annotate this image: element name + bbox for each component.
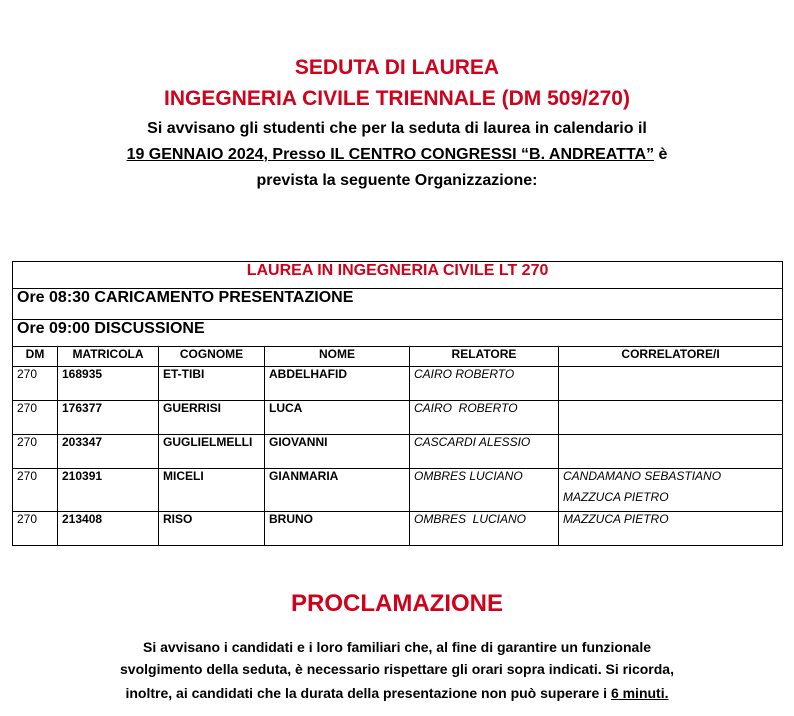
cell-correlatori: [559, 367, 783, 401]
cell-dm: 270: [13, 512, 58, 546]
correlatore-name: MAZZUCA PIETRO: [563, 512, 669, 526]
cell-nome: GIOVANNI: [265, 435, 410, 469]
note-line-3-text: inoltre, ai candidati che la durata della presentazione non può superare i: [125, 685, 611, 701]
table-header-row: [13, 347, 783, 367]
cell-correlatori: [559, 469, 783, 512]
column-header-matricola: MATRICOLA: [58, 347, 159, 367]
cell-matricola: 210391: [58, 469, 159, 512]
cell-matricola: 168935: [58, 367, 159, 401]
intro-date-location: 19 GENNAIO 2024, Presso IL CENTRO CONGRESSI “B. ANDREATTA”: [126, 146, 655, 163]
cell-relatore: CASCARDI ALESSIO: [410, 435, 559, 469]
cell-relatore: CAIRO ROBERTO: [410, 367, 559, 401]
cell-matricola: 213408: [58, 512, 159, 546]
page-subtitle: INGEGNERIA CIVILE TRIENNALE (DM 509/270): [164, 87, 630, 110]
table-row: [13, 435, 783, 469]
cell-relatore: CAIRO ROBERTO: [410, 401, 559, 435]
page-title: SEDUTA DI LAUREA: [294, 56, 500, 79]
phase-discussion: Ore 09:00 DISCUSSIONE: [13, 320, 783, 347]
cell-relatore: OMBRES LUCIANO: [410, 512, 559, 546]
cell-correlatori: [559, 512, 783, 546]
cell-nome: ABDELHAFID: [265, 367, 410, 401]
cell-dm: 270: [13, 435, 58, 469]
cell-matricola: 176377: [58, 401, 159, 435]
note-line-2: svolgimento della seduta, è necessario rispettare gli orari sopra indicati. Si ricorda,: [120, 661, 674, 677]
column-header-nome: NOME: [265, 347, 410, 367]
proclamazione-title: PROCLAMAZIONE: [291, 590, 503, 617]
cell-cognome: ET-TIBI: [159, 367, 265, 401]
cell-cognome: MICELI: [159, 469, 265, 512]
intro-line-2-tail: è: [654, 146, 668, 163]
note-line-3: [0, 683, 794, 704]
cell-nome: GIANMARIA: [265, 469, 410, 512]
note-line-1: Si avvisano i candidati e i loro familiari che, al fine di garantire un funzionale: [142, 639, 651, 655]
cell-matricola: 203347: [58, 435, 159, 469]
cell-cognome: RISO: [159, 512, 265, 546]
column-header-dm: DM: [13, 347, 58, 367]
column-header-cognome: COGNOME: [159, 347, 265, 367]
cell-correlatori: [559, 401, 783, 435]
cell-nome: BRUNO: [265, 512, 410, 546]
table-row: [13, 512, 783, 546]
table-row: [13, 469, 783, 512]
column-header-correlatori: CORRELATORE/I: [559, 347, 783, 367]
intro-line-3: prevista la seguente Organizzazione:: [256, 172, 538, 189]
table-row: [13, 401, 783, 435]
cell-cognome: GUERRISI: [159, 401, 265, 435]
column-header-relatore: RELATORE: [410, 347, 559, 367]
intro-line-1: Si avvisano gli studenti che per la seduta di laurea in calendario il: [147, 120, 647, 137]
cell-correlatori: [559, 435, 783, 469]
correlatore-name: CANDAMANO SEBASTIANO: [563, 469, 722, 483]
intro-line-2: [0, 145, 794, 165]
cell-dm: 270: [13, 469, 58, 512]
correlatore-name: MAZZUCA PIETRO: [563, 490, 669, 504]
phase-loading: Ore 08:30 CARICAMENTO PRESENTAZIONE: [13, 289, 783, 320]
cell-relatore: OMBRES LUCIANO: [410, 469, 559, 512]
cell-dm: 270: [13, 367, 58, 401]
table-row: [13, 367, 783, 401]
schedule-table: [12, 261, 783, 546]
cell-dm: 270: [13, 401, 58, 435]
cell-nome: LUCA: [265, 401, 410, 435]
note-time-limit: 6 minuti.: [610, 685, 669, 701]
table-title: LAUREA IN INGEGNERIA CIVILE LT 270: [13, 262, 783, 289]
cell-cognome: GUGLIELMELLI: [159, 435, 265, 469]
